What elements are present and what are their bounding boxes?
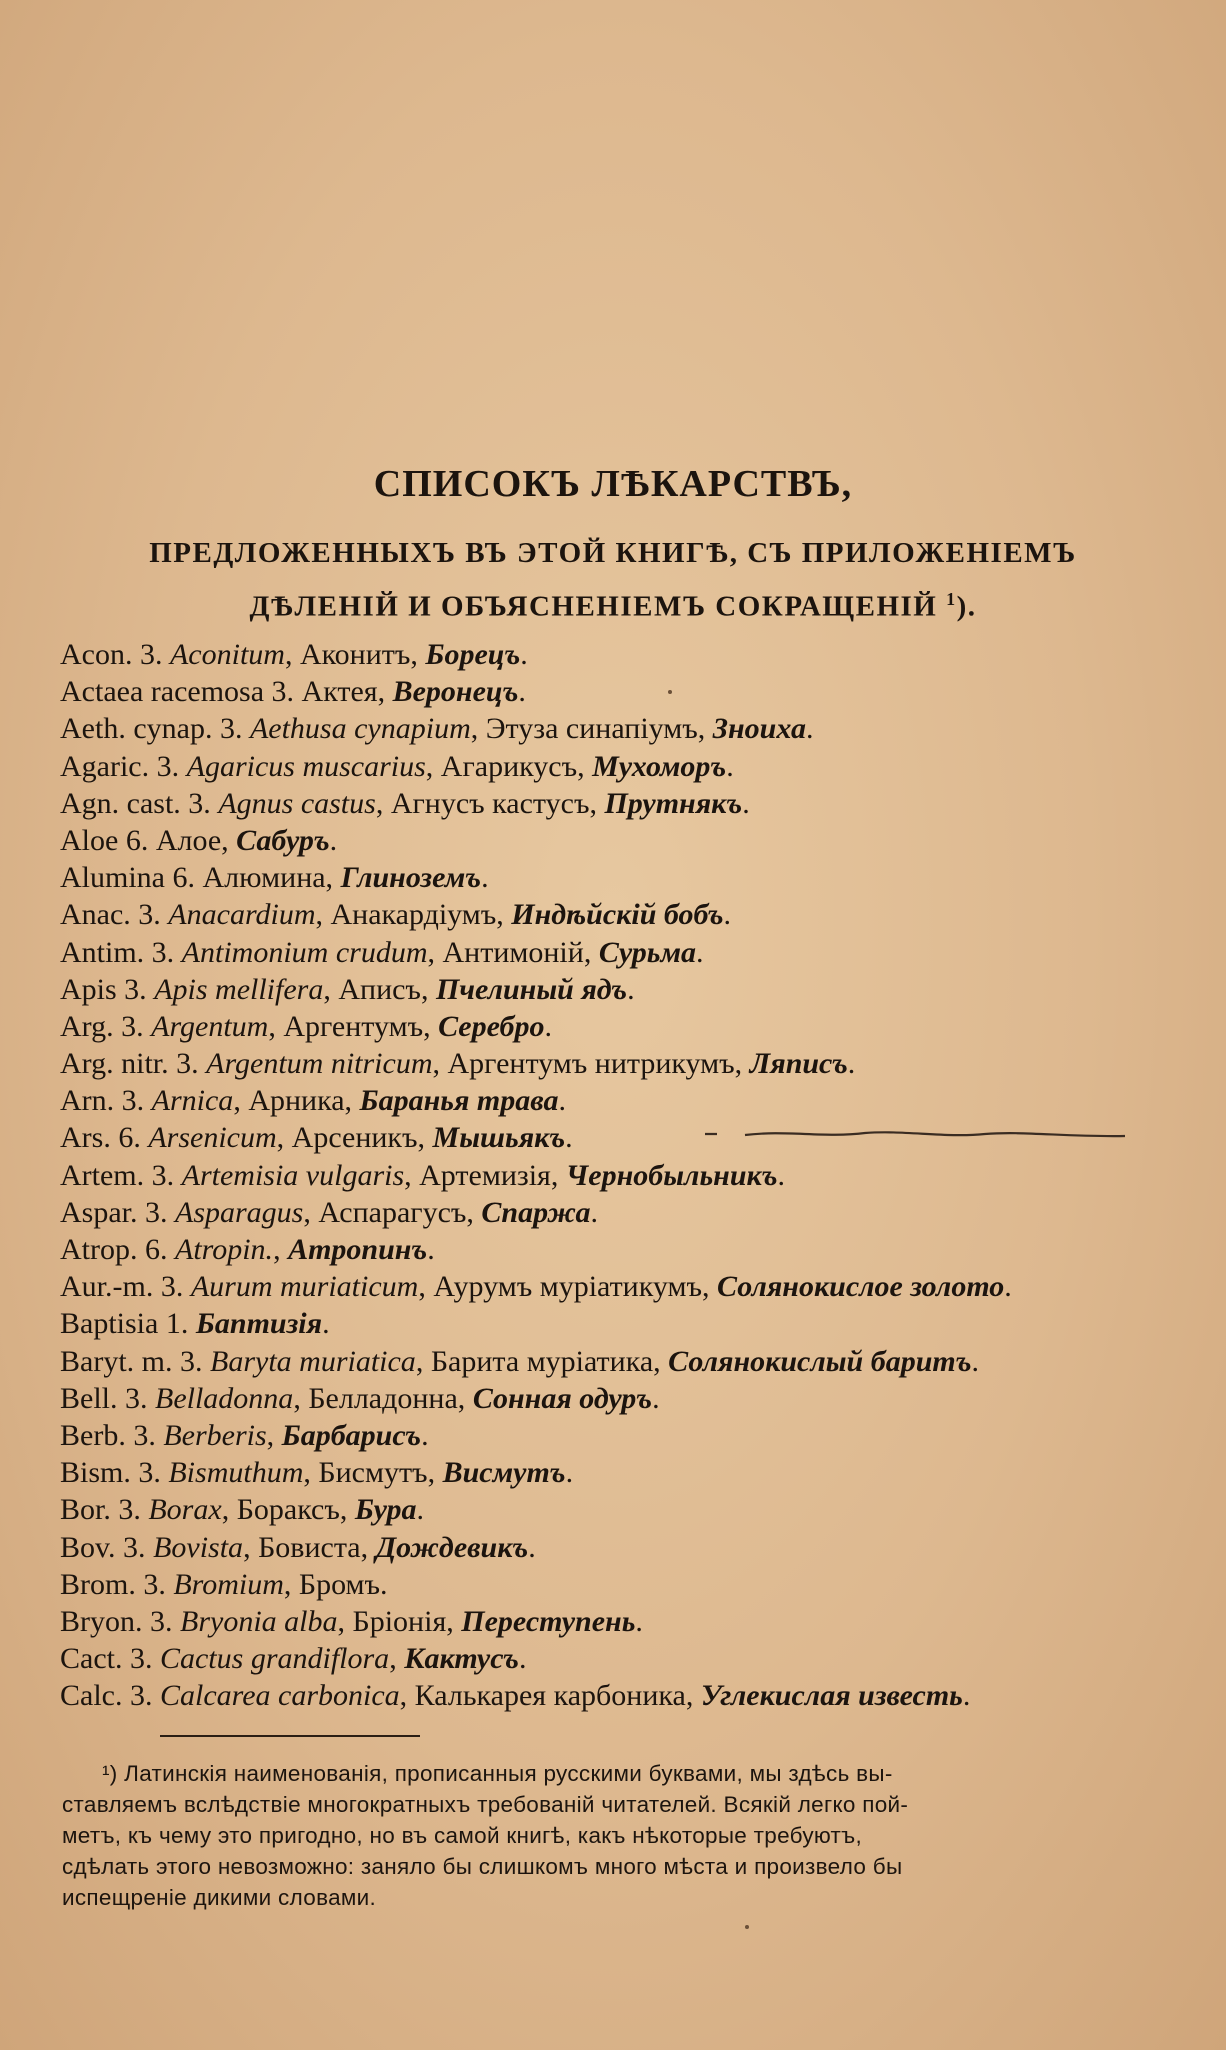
remedy-latin-name: Calcarea carbonica (159, 1679, 400, 1713)
remedy-common-name: Сабуръ (236, 823, 330, 857)
remedy-entry (60, 636, 1180, 673)
remedy-latin-name: Baryta muriatica (210, 1344, 416, 1378)
remedy-common-name: Барбарисъ (281, 1418, 422, 1452)
footnote-line-2: ставляемъ вслѣдствіе многократныхъ требованій читателей. Всякій легко пой- (62, 1792, 909, 1817)
remedy-abbreviation: Arg. 3. (60, 1009, 144, 1043)
remedy-common-name: Бура (354, 1493, 417, 1527)
remedy-russian-name: , Этуза синапіумъ, (470, 712, 713, 746)
remedy-russian-name: , Арсеникъ, (276, 1121, 433, 1155)
remedy-russian-name: , Агнусъ кастусъ, (375, 786, 605, 820)
remedy-entry (60, 859, 1180, 896)
remedy-latin-name: Anacardium (168, 898, 316, 932)
remedy-latin-name: Cactus grandiflora (159, 1642, 390, 1676)
remedy-end-punct: . (544, 1009, 553, 1043)
remedy-common-name: Спаржа (481, 1195, 591, 1229)
remedy-entry (60, 1566, 1180, 1603)
remedy-abbreviation: Bryon. 3. (60, 1604, 173, 1638)
remedy-russian-name: , Бовиста, (243, 1530, 376, 1564)
remedy-entry (60, 1529, 1180, 1566)
subtitle-line-1: ПРЕДЛОЖЕННЫХЪ ВЪ ЭТОЙ КНИГѢ, СЪ ПРИЛОЖЕНІЕМЪ (149, 537, 1077, 569)
remedy-entry (60, 1157, 1180, 1194)
remedy-russian-name: , Аписъ, (323, 972, 436, 1006)
remedy-end-punct: . (565, 1456, 574, 1490)
remedy-end-punct: . (590, 1195, 599, 1229)
remedy-latin-name: Atropin. (175, 1233, 274, 1266)
remedy-common-name: Пчелиный ядъ (435, 972, 628, 1006)
footnote (62, 1758, 1117, 1913)
remedy-entry (60, 1343, 1180, 1380)
remedy-entry (60, 1231, 1180, 1268)
remedy-latin-name: Bromium (173, 1567, 284, 1601)
remedy-russian-name: Алюмина, (202, 861, 341, 895)
remedy-abbreviation: Arg. nitr. 3. (60, 1047, 199, 1081)
remedy-russian-name: , Бромъ. (283, 1567, 388, 1601)
remedy-entry (60, 1305, 1180, 1342)
remedy-russian-name: , Антимоній, (427, 935, 599, 969)
remedy-latin-name: Argentum nitricum (206, 1047, 433, 1081)
remedy-latin-name: Aethusa cynapium (249, 712, 471, 746)
remedy-abbreviation: Berb. 3. (60, 1418, 156, 1452)
footnote-line-4: сдѣлать этого невозможно: заняло бы слишкомъ много мѣста и произвело бы (62, 1854, 903, 1879)
remedy-entry (60, 1268, 1180, 1305)
bleed-through-text (70, 110, 1160, 410)
remedy-abbreviation: Bism. 3. (60, 1456, 161, 1490)
remedy-entry (60, 1677, 1180, 1714)
remedy-russian-name: , Аргентумъ нитрикумъ, (432, 1047, 750, 1081)
remedy-latin-name: Aurum muriaticum (190, 1270, 419, 1304)
pencil-underline-mark (705, 1125, 1125, 1145)
remedy-entry (60, 1603, 1180, 1640)
remedy-abbreviation: Antim. 3. (60, 935, 175, 969)
remedy-russian-name: , Калькарея карбоника, (399, 1679, 701, 1713)
remedy-entry (60, 1491, 1180, 1528)
remedy-russian-name: , Бораксъ, (221, 1493, 355, 1527)
remedy-entry (60, 896, 1180, 933)
remedy-end-punct: . (635, 1604, 643, 1638)
remedy-common-name: Серебро (438, 1009, 545, 1043)
remedy-latin-name: Bryonia alba (180, 1604, 338, 1638)
remedy-end-punct: . (322, 1307, 330, 1341)
remedy-end-punct: . (1004, 1270, 1012, 1304)
remedy-abbreviation: Ars. 6. (60, 1121, 141, 1155)
remedy-abbreviation: Bell. 3. (60, 1381, 148, 1415)
remedy-russian-name: , Аргентумъ, (268, 1009, 439, 1043)
remedy-abbreviation: Atrop. 6. (60, 1233, 168, 1266)
remedy-common-name: Висмутъ (442, 1456, 566, 1490)
remedy-russian-name: , Бріонія, (337, 1604, 462, 1638)
remedy-latin-name: Belladonna (155, 1381, 294, 1415)
remedy-common-name: Борецъ (425, 638, 521, 671)
remedy-russian-name: , Аконитъ, (284, 638, 426, 671)
footnote-divider (160, 1735, 420, 1737)
remedy-end-punct: . (696, 935, 704, 969)
footnote-line-1: ¹) Латинскія наименованія, прописанныя русскими буквами, мы здѣсь вы- (102, 1761, 893, 1786)
remedy-russian-name: , Арника, (233, 1084, 360, 1118)
remedy-russian-name: , (273, 1233, 289, 1266)
remedy-end-punct: . (518, 675, 526, 709)
remedy-russian-name: , (266, 1418, 282, 1452)
page-title: СПИСОКЪ ЛѢКАРСТВЪ, (373, 463, 853, 505)
page-subtitle (0, 530, 1226, 630)
remedy-abbreviation: Apis 3. (60, 972, 147, 1006)
remedy-entry (60, 785, 1180, 822)
remedy-russian-name: , Барита муріатика, (415, 1344, 669, 1378)
remedy-entry (60, 1417, 1180, 1454)
remedy-russian-name: Актея, (301, 675, 393, 709)
remedy-entry (60, 1380, 1180, 1417)
remedy-russian-name: , Агарикусъ, (425, 749, 593, 783)
remedy-common-name: Веронецъ (392, 675, 519, 709)
remedy-latin-name: Asparagus (175, 1195, 304, 1229)
remedy-end-punct: . (971, 1344, 980, 1378)
remedy-latin-name: Apis mellifera (154, 972, 324, 1006)
remedy-latin-name: Agaricus muscarius (186, 749, 426, 783)
remedy-russian-name: , Аурумъ муріатикумъ, (418, 1270, 717, 1304)
remedy-common-name: Баптизія (195, 1307, 323, 1341)
remedy-abbreviation: Artem. 3. (60, 1158, 175, 1192)
remedy-end-punct: . (518, 1642, 527, 1676)
remedy-entry (60, 1082, 1180, 1119)
remedy-latin-name: Berberis (163, 1418, 267, 1452)
remedy-abbreviation: Aeth. cynap. 3. (60, 712, 243, 746)
remedy-end-punct: . (962, 1679, 971, 1713)
remedy-abbreviation: Alumina 6. (60, 861, 195, 895)
remedy-abbreviation: Aloe 6. (60, 823, 149, 857)
remedy-latin-name: Arsenicum (148, 1121, 277, 1155)
footnote-line-3: метъ, къ чему это пригодно, но въ самой книгѣ, какъ нѣкоторые требуютъ, (62, 1823, 863, 1848)
remedy-common-name: Переступень (461, 1604, 636, 1638)
remedy-abbreviation: Calc. 3. (60, 1679, 153, 1713)
remedy-abbreviation: Acon. 3. (60, 638, 163, 671)
remedy-entry (60, 1454, 1180, 1491)
remedy-list (60, 636, 1180, 1714)
remedy-abbreviation: Actaea racemosa 3. (60, 675, 295, 709)
remedy-entry (60, 971, 1180, 1008)
remedy-end-punct: . (777, 1158, 786, 1192)
remedy-entry (60, 822, 1180, 859)
remedy-end-punct: . (558, 1084, 566, 1118)
remedy-abbreviation: Brom. 3. (60, 1567, 166, 1601)
remedy-abbreviation: Bov. 3. (60, 1530, 146, 1564)
remedy-common-name: Сонная одуръ (472, 1381, 653, 1415)
remedy-abbreviation: Anac. 3. (60, 898, 161, 932)
remedy-entry (60, 710, 1180, 747)
remedy-end-punct: . (329, 823, 338, 857)
remedy-end-punct: . (723, 898, 731, 932)
remedy-end-punct: . (742, 786, 750, 820)
remedy-common-name: Прутнякъ (604, 786, 743, 820)
speck (745, 1925, 749, 1929)
remedy-russian-name: , Бисмутъ, (303, 1456, 443, 1490)
speck (668, 690, 672, 694)
remedy-abbreviation: Aspar. 3. (60, 1195, 168, 1229)
remedy-russian-name: , (389, 1642, 405, 1676)
remedy-latin-name: Borax (148, 1493, 222, 1527)
remedy-entry (60, 1045, 1180, 1082)
remedy-common-name: Зноиха (712, 712, 806, 746)
remedy-russian-name: , Аспарагусъ, (303, 1195, 482, 1229)
remedy-end-punct: . (421, 1418, 429, 1452)
remedy-russian-name: , Артемизія, (404, 1158, 566, 1192)
remedy-abbreviation: Cact. 3. (60, 1642, 153, 1676)
remedy-end-punct: . (481, 861, 489, 895)
remedy-end-punct: . (726, 749, 734, 783)
remedy-latin-name: Agnus castus (218, 786, 376, 820)
remedy-russian-name: Алое, (155, 823, 237, 857)
remedy-common-name: Солянокислый баритъ (668, 1344, 972, 1378)
remedy-end-punct: . (528, 1530, 536, 1564)
remedy-end-punct: . (627, 972, 635, 1006)
remedy-latin-name: Artemisia vulgaris (181, 1158, 405, 1192)
remedy-abbreviation: Agn. cast. 3. (60, 786, 211, 820)
remedy-entry (60, 934, 1180, 971)
remedy-common-name: Индѣйскій бобъ (511, 898, 724, 932)
remedy-common-name: Углекислая известь (700, 1679, 963, 1713)
remedy-abbreviation: Baptisia 1. (60, 1307, 189, 1341)
remedy-end-punct: . (847, 1047, 856, 1081)
remedy-entry (60, 1640, 1180, 1677)
remedy-end-punct: . (565, 1121, 573, 1155)
remedy-end-punct: . (427, 1233, 435, 1266)
remedy-end-punct: . (805, 712, 814, 746)
remedy-common-name: Солянокислое золото (716, 1270, 1005, 1304)
remedy-common-name: Чернобыльникъ (565, 1158, 778, 1192)
remedy-entry (60, 673, 1180, 710)
remedy-common-name: Атропинъ (288, 1233, 428, 1266)
remedy-common-name: Сурьма (598, 935, 697, 969)
remedy-latin-name: Bismuthum (168, 1456, 304, 1490)
remedy-abbreviation: Agaric. 3. (60, 749, 180, 783)
remedy-russian-name: , Анакардіумъ, (315, 898, 512, 932)
subtitle-line-2-text: ДѢЛЕНІЙ И ОБЪЯСНЕНІЕМЪ СОКРАЩЕНІЙ (249, 590, 938, 623)
remedy-end-punct: . (520, 638, 528, 671)
remedy-end-punct: . (652, 1381, 660, 1415)
remedy-latin-name: Arnica (151, 1084, 234, 1118)
footnote-marker: 1 (946, 589, 957, 609)
remedy-common-name: Кактусъ (404, 1642, 519, 1676)
remedy-russian-name: , Белладонна, (293, 1381, 473, 1415)
remedy-common-name: Мышьякъ (432, 1121, 566, 1155)
remedy-abbreviation: Bor. 3. (60, 1493, 141, 1527)
remedy-latin-name: Bovista (153, 1530, 244, 1564)
remedy-common-name: Мухоморъ (592, 749, 727, 783)
remedy-abbreviation: Aur.-m. 3. (60, 1270, 184, 1304)
remedy-common-name: Ляписъ (749, 1047, 848, 1081)
subtitle-line-2 (0, 576, 1226, 630)
remedy-common-name: Дождевикъ (375, 1530, 529, 1564)
remedy-common-name: Баранья трава (359, 1084, 559, 1118)
remedy-latin-name: Antimonium crudum (181, 935, 428, 969)
remedy-end-punct: . (416, 1493, 425, 1527)
subtitle-close: ). (956, 590, 977, 623)
remedy-latin-name: Argentum (151, 1009, 269, 1043)
footnote-line-5: испещреніе дикими словами. (62, 1885, 377, 1910)
remedy-abbreviation: Baryt. m. 3. (60, 1344, 203, 1378)
remedy-entry (60, 1194, 1180, 1231)
remedy-common-name: Глиноземъ (340, 861, 482, 895)
remedy-abbreviation: Arn. 3. (60, 1084, 145, 1118)
remedy-entry (60, 748, 1180, 785)
remedy-entry (60, 1008, 1180, 1045)
remedy-latin-name: Aconitum (169, 638, 285, 671)
